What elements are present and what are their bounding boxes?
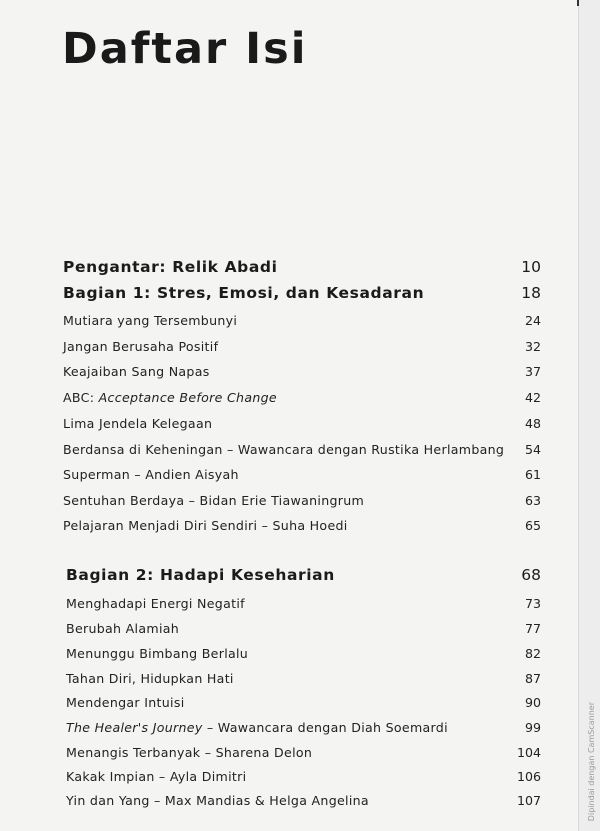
toc-entry-label-suffix: – Wawancara dengan Diah Soemardi bbox=[202, 720, 448, 735]
toc-entry-label: Berdansa di Keheningan – Wawancara dengan Rustika Herlambang bbox=[63, 442, 505, 457]
toc-entry-label: Superman – Andien Aisyah bbox=[63, 467, 239, 482]
toc-entry-page: 65 bbox=[524, 518, 541, 533]
toc-entry-page: 37 bbox=[524, 364, 541, 379]
toc-entry-page: 87 bbox=[524, 671, 541, 686]
toc-entry-label: Keajaiban Sang Napas bbox=[63, 364, 210, 379]
toc-entry-page: 99 bbox=[524, 720, 541, 735]
toc-entry-page: 107 bbox=[516, 793, 541, 808]
toc-entry-page: 68 bbox=[521, 566, 541, 584]
toc-entry-label: Menunggu Bimbang Berlalu bbox=[66, 646, 249, 661]
toc-entry-label: Lima Jendela Kelegaan bbox=[63, 416, 213, 431]
toc-entry-label: Tahan Diri, Hidupkan Hati bbox=[66, 671, 234, 686]
toc-entry-label: Menghadapi Energi Negatif bbox=[66, 596, 245, 611]
toc-entry-label-italic: The Healer's Journey bbox=[66, 720, 203, 735]
toc-entry-label bbox=[63, 390, 277, 405]
toc-entry-label bbox=[66, 720, 448, 735]
toc-entry-label: Berubah Alamiah bbox=[66, 621, 180, 636]
toc-entry-page: 77 bbox=[524, 621, 541, 636]
toc-entry-page: 82 bbox=[524, 646, 541, 661]
page-corner-mark bbox=[577, 0, 579, 6]
toc-entry-label: Jangan Berusaha Positif bbox=[63, 339, 219, 354]
toc-entry-page: 42 bbox=[524, 390, 541, 405]
toc-entry-label-prefix: ABC: bbox=[63, 390, 99, 405]
toc-entry-page: 61 bbox=[524, 467, 541, 482]
toc-entry-label: Mutiara yang Tersembunyi bbox=[63, 313, 238, 328]
toc-entry-page: 106 bbox=[516, 769, 541, 784]
toc-entry-label: Yin dan Yang – Max Mandias & Helga Angelina bbox=[66, 793, 369, 808]
toc-entry-label-italic: Acceptance Before Change bbox=[98, 390, 277, 405]
page-title: Daftar Isi bbox=[62, 24, 308, 74]
toc-entry-label: Pengantar: Relik Abadi bbox=[63, 258, 278, 276]
toc-entry-label: Kakak Impian – Ayla Dimitri bbox=[66, 769, 247, 784]
toc-entry-label: Sentuhan Berdaya – Bidan Erie Tiawaningrum bbox=[63, 493, 365, 508]
toc-entry-page: 63 bbox=[524, 493, 541, 508]
toc-entry-page: 32 bbox=[524, 339, 541, 354]
scanner-watermark: Dipindai dengan CamScanner bbox=[587, 701, 596, 821]
toc-entry-page: 18 bbox=[521, 284, 541, 302]
toc-entry-page: 24 bbox=[524, 313, 541, 328]
toc-entry-page: 48 bbox=[524, 416, 541, 431]
toc-entry-label: Bagian 2: Hadapi Keseharian bbox=[66, 566, 335, 584]
toc-entry-page: 90 bbox=[524, 695, 541, 710]
toc-entry-label: Menangis Terbanyak – Sharena Delon bbox=[66, 745, 313, 760]
toc-entry-label: Pelajaran Menjadi Diri Sendiri – Suha Hoedi bbox=[63, 518, 348, 533]
toc-entry-page: 10 bbox=[521, 258, 541, 276]
toc-entry-page: 104 bbox=[516, 745, 541, 760]
toc-entry-label: Bagian 1: Stres, Emosi, dan Kesadaran bbox=[63, 284, 425, 302]
toc-entry-page: 54 bbox=[524, 442, 541, 457]
toc-entry-page: 73 bbox=[524, 596, 541, 611]
toc-entry-label: Mendengar Intuisi bbox=[66, 695, 185, 710]
